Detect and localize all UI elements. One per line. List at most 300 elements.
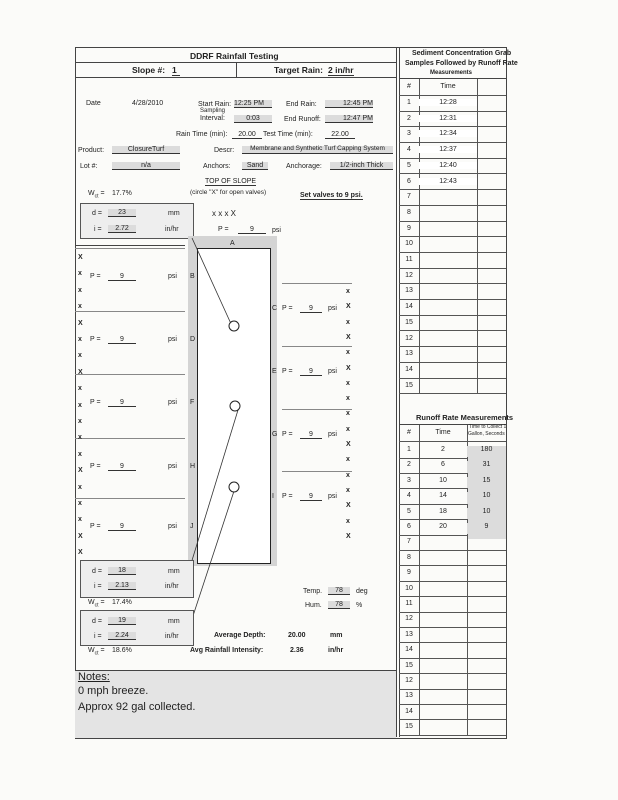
sediment-row xyxy=(399,205,506,222)
avg-depth-unit: mm xyxy=(330,632,343,639)
runoff-row-seconds: 180 xyxy=(467,446,506,462)
sampling-label-1: Sampling xyxy=(200,108,226,114)
left-station-letter: H xyxy=(190,463,196,470)
left-station-p-label: P = xyxy=(90,336,101,343)
left-station-divider xyxy=(75,311,185,312)
sediment-cell-divider xyxy=(477,331,507,347)
test-time-label: Test Time (min): xyxy=(263,131,313,138)
sediment-row-time: 12:34 xyxy=(419,130,477,137)
sediment-cell-divider xyxy=(477,111,507,127)
runoff-row-seconds: 10 xyxy=(467,492,506,508)
runoff-row-num: 13 xyxy=(405,630,413,638)
runoff-row xyxy=(399,719,506,736)
sediment-header-row xyxy=(399,79,506,96)
right-station-divider xyxy=(282,471,352,472)
runoff-cell-divider xyxy=(419,534,468,550)
right-valve-mark: X xyxy=(346,532,351,540)
runoff-row-seconds: 15 xyxy=(467,477,506,493)
sediment-row xyxy=(399,126,506,143)
hum-value: 78 xyxy=(328,601,350,609)
sediment-row xyxy=(399,95,506,112)
wct-top-label: $W_{ct}$ = xyxy=(88,190,105,200)
right-station-p-value: 9 xyxy=(300,493,322,501)
right-valve-mark: x xyxy=(346,471,350,479)
left-valve-mark: x xyxy=(78,270,82,278)
i-bot-label: i = xyxy=(94,633,102,640)
right-station-letter: E xyxy=(272,368,277,375)
runoff-row-num: 10 xyxy=(405,584,413,592)
right-valve-mark: X xyxy=(346,502,351,510)
avg-intensity-value: 2.36 xyxy=(290,647,304,654)
left-station-p-label: P = xyxy=(90,523,101,530)
runoff-row-num: 7 xyxy=(407,538,411,546)
runoff-row xyxy=(399,565,506,582)
runoff-row xyxy=(399,442,506,459)
i-bot-value: 2.24 xyxy=(108,632,136,640)
sediment-row-num: 4 xyxy=(407,146,411,154)
left-valve-mark: x xyxy=(78,336,82,343)
sediment-row xyxy=(399,315,506,332)
product-value: ClosureTurf xyxy=(112,146,180,154)
anchors-value: Sand xyxy=(242,162,268,170)
runoff-cell-divider xyxy=(419,611,468,627)
test-time-value: 22.00 xyxy=(325,131,355,139)
end-rain-label: End Rain: xyxy=(286,101,317,108)
sampling-label-2: Interval: xyxy=(200,115,225,122)
runoff-row-num: 15 xyxy=(405,661,413,669)
runoff-row xyxy=(399,581,506,598)
right-valve-mark: X xyxy=(346,303,351,311)
sediment-cell-divider xyxy=(419,189,478,205)
sediment-cell-divider xyxy=(477,283,507,299)
sediment-title-3: Measurements xyxy=(430,70,473,76)
left-valve-mark: x xyxy=(78,401,82,409)
right-valve-mark: x xyxy=(346,395,350,403)
runoff-row xyxy=(399,658,506,675)
left-valve-mark: x xyxy=(78,516,82,524)
right-station-p-label: P = xyxy=(282,493,293,500)
runoff-cell-divider xyxy=(419,658,468,674)
runoff-col-num: # xyxy=(407,429,411,436)
left-station-divider xyxy=(75,248,185,249)
sediment-cell-divider xyxy=(419,362,478,378)
sediment-row xyxy=(399,378,506,395)
sediment-row xyxy=(399,142,506,159)
plot-label-a: A xyxy=(230,240,235,247)
right-station-p-value: 9 xyxy=(300,431,322,439)
hum-label: Hum. xyxy=(305,602,322,609)
sediment-cell-divider xyxy=(419,268,478,284)
right-station-divider xyxy=(282,409,352,410)
runoff-row xyxy=(399,642,506,659)
right-valve-mark: x xyxy=(346,288,350,295)
d-top-label: d = xyxy=(92,210,102,217)
right-station-psi: psi xyxy=(328,305,337,312)
left-station-divider xyxy=(75,438,185,439)
i-mid-label: i = xyxy=(94,583,102,590)
i-top-unit: in/hr xyxy=(165,226,179,233)
left-valve-mark: x xyxy=(78,303,82,311)
avg-intensity-label: Avg Rainfall Intensity: xyxy=(190,647,264,654)
left-valve-mark: x xyxy=(78,352,82,360)
sediment-row xyxy=(399,252,506,269)
left-valve-mark: x xyxy=(78,434,82,442)
d-top-value: 23 xyxy=(108,209,136,217)
sediment-cell-divider xyxy=(477,189,507,205)
sediment-cell-divider xyxy=(477,346,507,362)
sediment-row-num: 12 xyxy=(405,271,413,279)
sediment-cell-divider xyxy=(477,174,507,190)
slope-value: 1 xyxy=(172,66,180,76)
product-label: Product: xyxy=(78,147,105,154)
runoff-row-seconds: 9 xyxy=(467,523,506,539)
runoff-col-time: Time xyxy=(435,429,451,436)
i-bot-unit: in/hr xyxy=(165,633,179,640)
right-valve-mark: X xyxy=(346,441,351,448)
right-valve-mark: X xyxy=(346,364,351,372)
slope-label: Slope #: xyxy=(132,65,166,75)
right-station-p-label: P = xyxy=(282,305,293,312)
runoff-row xyxy=(399,627,506,644)
sampling-interval-value: 0:03 xyxy=(234,115,272,123)
left-station-psi: psi xyxy=(168,463,177,470)
sediment-row xyxy=(399,174,506,191)
runoff-row-num: 1 xyxy=(407,446,411,453)
descr-value: Membrane and Synthetic Turf Capping System xyxy=(242,146,393,154)
left-station-psi: psi xyxy=(168,273,177,280)
runoff-row xyxy=(399,519,506,536)
sample-point-3 xyxy=(229,482,239,492)
runoff-header-row xyxy=(399,425,506,442)
left-valve-mark: X xyxy=(78,549,83,557)
sediment-cell-divider xyxy=(477,378,507,394)
left-station-p-value: 9 xyxy=(108,336,136,344)
runoff-cell-divider xyxy=(419,627,468,643)
runoff-row xyxy=(399,488,506,505)
runoff-cell-divider xyxy=(419,596,468,612)
sediment-row xyxy=(399,111,506,128)
wct-bot-label: $W_{ct}$ = xyxy=(88,647,105,657)
sediment-row-num: 1 xyxy=(407,99,411,106)
avg-depth-value: 20.00 xyxy=(288,632,306,639)
runoff-row xyxy=(399,704,506,721)
sediment-row-num: 8 xyxy=(407,208,411,216)
runoff-cell-divider xyxy=(419,688,468,704)
left-valve-mark: x xyxy=(78,450,82,458)
sediment-row xyxy=(399,189,506,206)
sediment-row-num: 12 xyxy=(405,334,413,342)
sediment-cell-divider xyxy=(477,158,507,174)
p-top-label: P = xyxy=(218,226,229,233)
sediment-cell-divider xyxy=(477,299,507,315)
runoff-row xyxy=(399,457,506,474)
notes-label: Notes: xyxy=(78,671,110,683)
runoff-row-time: 10 xyxy=(439,476,447,484)
runoff-row-time: 14 xyxy=(439,492,447,500)
sediment-cell-divider xyxy=(419,346,478,362)
anchors-label: Anchors: xyxy=(203,163,231,170)
anchorage-value: 1/2-inch Thick xyxy=(330,162,393,170)
start-rain-value: 12:25 PM xyxy=(234,100,272,108)
temp-unit: deg xyxy=(356,588,368,595)
right-station-letter: G xyxy=(272,431,278,438)
d-bot-label: d = xyxy=(92,618,102,625)
temp-label: Temp. xyxy=(303,588,323,595)
sediment-cell-divider xyxy=(419,236,478,252)
runoff-row-num: 11 xyxy=(405,600,413,607)
sediment-cell-divider xyxy=(419,252,478,268)
sediment-row-num: 11 xyxy=(405,256,413,263)
right-station-divider xyxy=(282,283,352,284)
sediment-row-time: 12:43 xyxy=(419,178,477,185)
sediment-row-time: 12:40 xyxy=(419,162,477,169)
avg-intensity-unit: in/hr xyxy=(328,647,344,654)
left-station-divider xyxy=(75,374,185,375)
left-valve-mark: X xyxy=(78,532,83,540)
sediment-row-num: 6 xyxy=(407,177,411,185)
right-valve-mark: x xyxy=(346,379,350,387)
sediment-row-num: 7 xyxy=(407,193,411,201)
left-valve-mark: X xyxy=(78,368,83,376)
right-station-psi: psi xyxy=(328,493,337,500)
sediment-title-1: Sediment Concentration Grab xyxy=(412,50,512,57)
left-valve-mark: X xyxy=(78,319,83,327)
runoff-cell-divider xyxy=(419,642,468,658)
wct-mid-label: $W_{ct}$ = xyxy=(88,599,105,609)
right-valve-mark: x xyxy=(346,318,350,326)
sediment-cell-divider xyxy=(477,236,507,252)
sediment-row-num: 15 xyxy=(405,318,413,326)
runoff-row-num: 5 xyxy=(407,507,411,515)
sediment-row xyxy=(399,221,506,238)
lot-value: n/a xyxy=(112,162,180,170)
sediment-cell-divider xyxy=(477,252,507,268)
end-runoff-value: 12:47 PM xyxy=(325,115,373,123)
left-station-psi: psi xyxy=(168,399,177,406)
date-value: 4/28/2010 xyxy=(132,100,164,107)
left-station-p-value: 9 xyxy=(108,399,136,407)
runoff-row xyxy=(399,673,506,690)
left-valve-mark: x xyxy=(78,500,82,507)
left-station-p-value: 9 xyxy=(108,273,136,281)
sediment-row-time: 12:37 xyxy=(419,146,477,153)
sediment-cell-divider xyxy=(477,268,507,284)
sediment-row-num: 5 xyxy=(407,161,411,169)
runoff-row-num: 6 xyxy=(407,523,411,530)
sediment-row-num: 3 xyxy=(407,130,411,138)
date-label: Date xyxy=(86,100,101,107)
runoff-cell-divider xyxy=(419,719,468,735)
runoff-cell-divider xyxy=(419,565,468,581)
d-mid-label: d = xyxy=(92,568,102,575)
right-station-letter: C xyxy=(272,305,278,312)
sediment-cell-divider xyxy=(419,283,478,299)
end-rain-value: 12:45 PM xyxy=(325,100,373,108)
left-valve-mark: x xyxy=(78,385,82,393)
left-station-letter: D xyxy=(190,336,196,343)
right-valve-mark: x xyxy=(346,486,350,494)
rain-time-label: Rain Time (min): xyxy=(176,131,228,138)
right-valve-mark: x xyxy=(346,425,350,433)
runoff-title: Runoff Rate Measurements xyxy=(416,413,514,422)
notes-line-2: Approx 92 gal collected. xyxy=(78,701,196,713)
sediment-row-num: 13 xyxy=(405,350,413,358)
runoff-row-num: 9 xyxy=(407,569,411,577)
sediment-row xyxy=(399,158,506,175)
left-valve-mark: x xyxy=(78,286,82,294)
runoff-col-collect-1: Time to Collect 1 xyxy=(469,424,507,430)
temp-value: 78 xyxy=(328,587,350,595)
right-valve-mark: x xyxy=(346,517,350,525)
sediment-row-num: 2 xyxy=(407,114,411,122)
left-valve-mark: X xyxy=(78,254,83,261)
top-valves: x x x X xyxy=(212,209,237,218)
sediment-row xyxy=(399,236,506,253)
sediment-row-num: 14 xyxy=(405,303,413,311)
left-station-divider xyxy=(75,498,185,499)
sediment-row-num: 10 xyxy=(405,240,413,248)
runoff-row xyxy=(399,611,506,628)
sediment-cell-divider xyxy=(419,221,478,237)
sediment-cell-divider xyxy=(419,378,478,394)
i-mid-value: 2.13 xyxy=(108,582,136,590)
runoff-row-num: 12 xyxy=(405,677,413,684)
rain-time-value: 20.00 xyxy=(232,131,262,139)
sediment-row-num: 9 xyxy=(407,224,411,232)
right-station-p-label: P = xyxy=(282,431,293,438)
runoff-cell-divider xyxy=(419,704,468,720)
runoff-row-time: 18 xyxy=(439,507,447,515)
wct-mid-value: 17.4% xyxy=(112,599,132,606)
runoff-cell-divider xyxy=(419,550,468,566)
left-valve-mark: x xyxy=(78,483,82,491)
descr-label: Descr: xyxy=(214,147,235,154)
runoff-row xyxy=(399,688,506,705)
sample-point-1 xyxy=(229,321,239,331)
runoff-row-num: 14 xyxy=(405,707,413,715)
set-valves-note: Set valves to 9 psi. xyxy=(300,192,363,199)
d-mid-unit: mm xyxy=(168,568,180,575)
notes-line-1: 0 mph breeze. xyxy=(78,685,149,697)
runoff-row xyxy=(399,473,506,490)
i-top-value: 2.72 xyxy=(108,225,136,233)
sediment-row-num: 15 xyxy=(405,381,413,389)
sediment-cell-divider xyxy=(419,331,478,347)
wct-bot-value: 18.6% xyxy=(112,647,132,654)
runoff-row-seconds: 10 xyxy=(467,508,506,524)
left-station-letter: J xyxy=(190,523,194,530)
sediment-cell-divider xyxy=(477,142,507,158)
hum-unit: % xyxy=(356,602,363,609)
sediment-row xyxy=(399,268,506,285)
sediment-row-time: 12:31 xyxy=(419,115,477,122)
left-station-p-label: P = xyxy=(90,273,101,280)
anchorage-label: Anchorage: xyxy=(286,163,322,170)
runoff-row-num: 14 xyxy=(405,646,413,654)
right-station-divider xyxy=(282,346,352,347)
runoff-row-time: 20 xyxy=(439,523,447,530)
runoff-row xyxy=(399,534,506,551)
end-runoff-label: End Runoff: xyxy=(284,116,321,123)
sediment-row xyxy=(399,346,506,363)
page-title: DDRF Rainfall Testing xyxy=(190,51,279,61)
right-station-p-value: 9 xyxy=(300,305,322,313)
p-top-unit: psi xyxy=(272,227,281,234)
runoff-row-time: 2 xyxy=(441,446,445,453)
runoff-row-num: 3 xyxy=(407,476,411,484)
circle-note: (circle "X" for open valves) xyxy=(190,189,267,196)
sediment-cell-divider xyxy=(419,205,478,221)
right-station-p-label: P = xyxy=(282,368,293,375)
runoff-row-seconds: 31 xyxy=(467,461,506,477)
wct-top-value: 17.7% xyxy=(112,190,132,197)
left-station-p-value: 9 xyxy=(108,523,136,531)
sediment-cell-divider xyxy=(477,205,507,221)
sediment-cell-divider xyxy=(477,221,507,237)
left-station-p-label: P = xyxy=(90,463,101,470)
sediment-row-time: 12:28 xyxy=(419,99,477,106)
left-station-letter: B xyxy=(190,273,195,280)
left-valve-mark: X xyxy=(78,467,83,475)
sediment-col-time: Time xyxy=(440,83,456,90)
left-station-letter: F xyxy=(190,399,195,406)
sediment-cell-divider xyxy=(477,126,507,142)
lot-label: Lot #: xyxy=(80,163,98,170)
sediment-cell-divider xyxy=(419,315,478,331)
runoff-row-num: 12 xyxy=(405,615,413,623)
right-valve-mark: x xyxy=(346,410,350,418)
d-bot-unit: mm xyxy=(168,618,180,625)
d-mid-value: 18 xyxy=(108,567,136,575)
right-station-psi: psi xyxy=(328,431,337,438)
d-i-bot-box xyxy=(80,610,194,646)
start-rain-label: Start Rain: xyxy=(198,101,232,108)
right-station-psi: psi xyxy=(328,368,337,375)
sediment-title-2: Samples Followed by Runoff Rate xyxy=(405,60,518,67)
avg-depth-label: Average Depth: xyxy=(214,632,266,639)
left-station-p-label: P = xyxy=(90,399,101,406)
runoff-row-num: 8 xyxy=(407,553,411,561)
sediment-row xyxy=(399,362,506,379)
right-valve-mark: x xyxy=(346,349,350,357)
sediment-cell-divider xyxy=(477,362,507,378)
sediment-cell-divider xyxy=(419,299,478,315)
runoff-row-num: 4 xyxy=(407,492,411,500)
sediment-row xyxy=(399,331,506,348)
d-i-mid-box xyxy=(80,560,194,598)
sediment-row xyxy=(399,299,506,316)
runoff-row-num: 15 xyxy=(405,723,413,731)
runoff-cell-divider xyxy=(419,581,468,597)
sediment-col-num: # xyxy=(407,83,411,90)
left-station-psi: psi xyxy=(168,523,177,530)
sediment-row-num: 13 xyxy=(405,287,413,295)
runoff-row-seconds xyxy=(467,723,506,739)
runoff-row-num: 13 xyxy=(405,692,413,700)
left-valve-mark: x xyxy=(78,418,82,425)
sediment-row xyxy=(399,283,506,300)
target-rain-value: 2 in/hr xyxy=(328,65,354,75)
runoff-row xyxy=(399,550,506,567)
runoff-row xyxy=(399,596,506,613)
left-station-psi: psi xyxy=(168,336,177,343)
i-mid-unit: in/hr xyxy=(165,583,179,590)
runoff-cell-divider xyxy=(419,673,468,689)
sediment-cell-divider xyxy=(477,315,507,331)
right-valve-mark: X xyxy=(346,333,351,341)
sample-point-2 xyxy=(230,401,240,411)
left-station-p-value: 9 xyxy=(108,463,136,471)
